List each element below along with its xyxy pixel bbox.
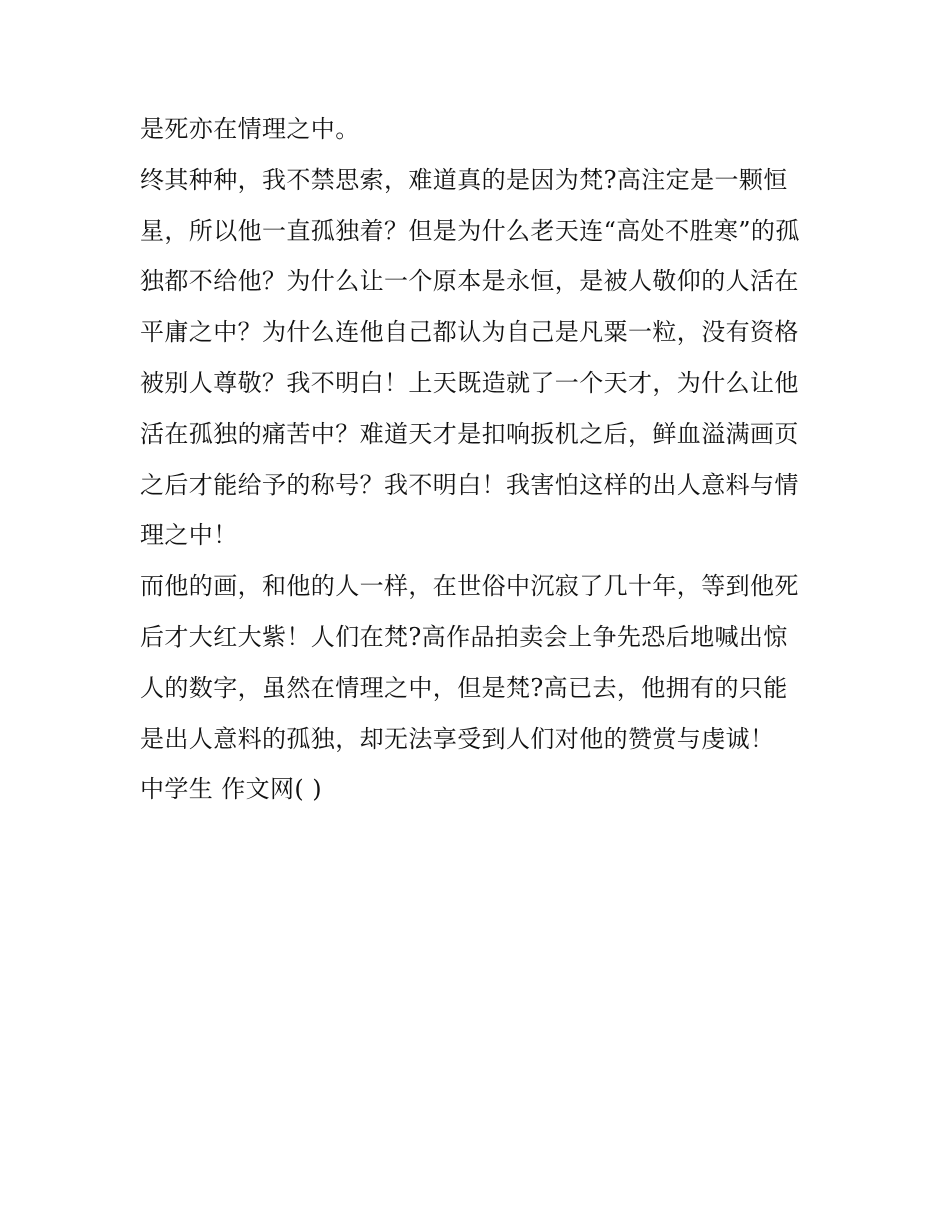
text-line: 终其种种，我不禁思索，难道真的是因为梵?高注定是一颗恒	[140, 165, 788, 194]
text-line: 之后才能给予的称号？我不明白！我害怕这样的出人意料与情	[140, 470, 799, 499]
text-line: 理之中！	[140, 521, 238, 550]
text-line: 独都不给他？为什么让一个原本是永恒，是被人敬仰的人活在	[140, 267, 799, 296]
text-line: 活在孤独的痛苦中？难道天才是扣响扳机之后，鲜血溢满画页	[140, 419, 799, 448]
text-line: 是出人意料的孤独，却无法享受到人们对他的赞赏与虔诚！	[140, 724, 775, 753]
source-footer: 中学生 作文网( )	[140, 775, 322, 804]
text-line: 平庸之中？为什么连他自己都认为自己是凡粟一粒，没有资格	[140, 318, 799, 347]
body-text	[140, 104, 816, 815]
text-line: 星，所以他一直孤独着？但是为什么老天连“高处不胜寒”的孤	[140, 216, 800, 245]
text-line: 人的数字，虽然在情理之中，但是梵?高已去，他拥有的只能	[140, 673, 788, 702]
text-line: 被别人尊敬？我不明白！上天既造就了一个天才，为什么让他	[140, 368, 799, 397]
text-line: 后才大红大紫！人们在梵?高作品拍卖会上争先恐后地喊出惊	[140, 622, 788, 651]
text-line: 是死亦在情理之中。	[140, 115, 360, 143]
text-line: 而他的画，和他的人一样，在世俗中沉寂了几十年，等到他死	[140, 572, 799, 601]
